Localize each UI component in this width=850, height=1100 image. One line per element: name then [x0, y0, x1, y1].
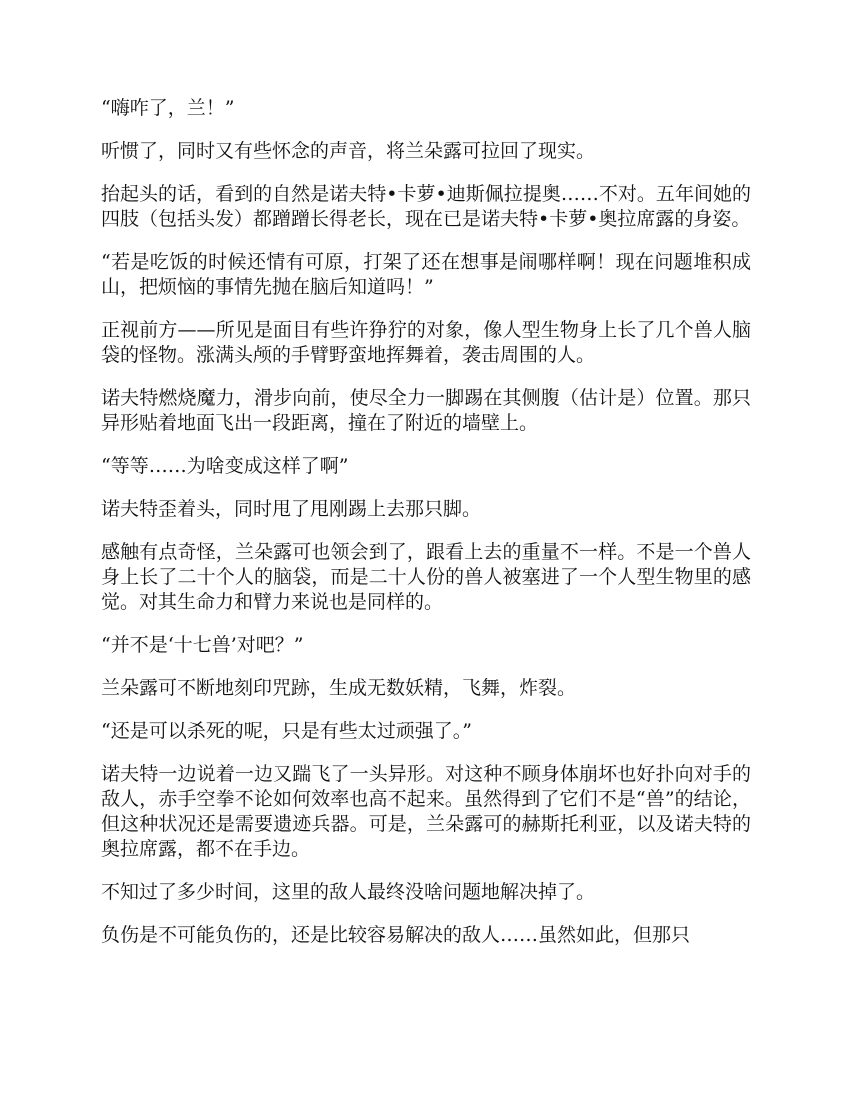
paragraph-2: 听惯了，同时又有些怀念的声音，将兰朵露可拉回了现实。 — [101, 140, 596, 162]
paragraph-8: 诺夫特歪着头，同时甩了甩刚踢上去那只脚。 — [101, 498, 482, 520]
paragraph-12: “还是可以杀死的呢，只是有些太过顽强了。” — [101, 720, 472, 742]
paragraph-11: 兰朵露可不断地刻印咒跡，生成无数妖精，飞舞，炸裂。 — [101, 677, 577, 699]
paragraph-4: “若是吃饭的时候还情有可原，打架了还在想事是闹哪样啊！现在问题堆积成山，把烦恼的事情先抛在脑后知道吗！” — [101, 251, 751, 298]
paragraph-7: “等等……为啥变成这样了啊” — [101, 455, 349, 477]
document-body — [101, 96, 751, 966]
paragraph-6: 诺夫特燃烧魔力，滑步向前，使尽全力一脚踢在其侧腹（估计是）位置。那只异形贴着地面飞出一段距离，撞在了附近的墙壁上。 — [101, 387, 751, 434]
paragraph-3: 抬起头的话，看到的自然是诺夫特•卡萝•迪斯佩拉提奥……不对。五年间她的四肢（包括头发）都蹭蹭长得老长，现在已是诺夫特•卡萝•奥拉席露的身姿。 — [101, 183, 751, 230]
paragraph-13: 诺夫特一边说着一边又踹飞了一头异形。对这种不顾身体崩坏也好扑向对手的敌人，赤手空拳不论如何效率也高不起来。虽然得到了它们不是“兽”的结论，但这种状况还是需要遗迹兵器。可是，兰朵露可的赫斯托利亚，以及诺夫特的奥拉席露，都不在手边。 — [101, 763, 751, 860]
paragraph-1: “嗨咋了，兰！” — [101, 97, 235, 119]
paragraph-15: 负伤是不可能负伤的，还是比较容易解决的敌人……虽然如此，但那只 — [101, 924, 691, 946]
paragraph-14: 不知过了多少时间，这里的敌人最终没啥问题地解决掉了。 — [101, 881, 596, 903]
paragraph-10: “并不是‘十七兽’对吧？” — [101, 634, 304, 656]
paragraph-5: 正视前方——所见是面目有些许狰狞的对象，像人型生物身上长了几个兽人脑袋的怪物。涨满头颅的手臂野蛮地挥舞着，袭击周围的人。 — [101, 319, 751, 366]
paragraph-9: 感触有点奇怪，兰朵露可也领会到了，跟看上去的重量不一样。不是一个兽人身上长了二十个人的脑袋，而是二十人份的兽人被塞进了一个人型生物里的感觉。对其生命力和臂力来说也是同样的。 — [101, 541, 751, 613]
